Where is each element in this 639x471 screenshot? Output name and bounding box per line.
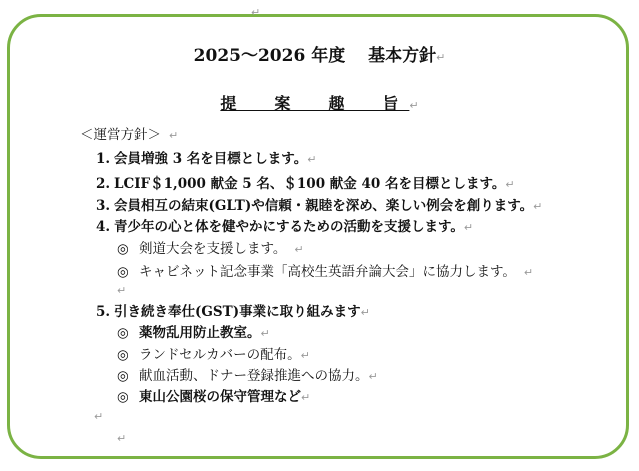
paragraph-mark: ↵ (360, 306, 370, 319)
policy-item-1 (96, 151, 316, 168)
paragraph-mark: ↵ (368, 370, 378, 383)
policy-item-3 (96, 198, 542, 215)
paragraph-mark: ↵ (463, 221, 474, 234)
item-text: LCIF＄1,000 献金 5 名、＄100 献金 40 名を目標とします。 (114, 176, 506, 192)
double-circle-bullet: ◎ (117, 347, 129, 363)
subitem-text: 剣道大会を支援します。 (139, 241, 287, 257)
subitem-text: 薬物乱用防止教室。 (139, 325, 261, 341)
paragraph-mark: ↵ (300, 349, 310, 362)
paragraph-mark: ↵ (301, 391, 311, 404)
paragraph-mark: ↵ (117, 432, 127, 445)
policy-item-2 (96, 176, 515, 193)
paragraph-mark: ↵ (307, 153, 317, 166)
item-text: 引き続き奉仕(GST)事業に取り組みます (114, 304, 361, 320)
document-title (0, 41, 639, 66)
item-5-subitem-3 (117, 368, 378, 385)
item-5-subitem-4 (117, 389, 310, 406)
subitem-text: キャビネット記念事業「高校生英語弁論大会」に協力します。 (139, 264, 516, 280)
paragraph-mark: ↵ (409, 99, 419, 112)
item-text: 会員相互の結束(GLT)や信頼・親睦を深め、楽しい例会を創ります。 (114, 198, 534, 214)
item-number: 1. (96, 151, 111, 167)
paragraph-mark: ↵ (117, 284, 127, 297)
paragraph-mark: ↵ (533, 200, 543, 213)
paragraph-mark: ↵ (436, 51, 446, 64)
paragraph-mark: ↵ (523, 266, 534, 279)
item-4-subitem-1 (117, 241, 304, 258)
subtitle-text: 提 案 趣 旨 (220, 94, 410, 113)
item-text: 青少年の心と体を健やかにするための活動を支援します。 (114, 219, 464, 235)
double-circle-bullet: ◎ (117, 241, 129, 257)
subitem-text: ランドセルカバーの配布。 (139, 347, 301, 363)
item-text: 会員増強 3 名を目標とします。 (114, 151, 308, 167)
item-number: 2. (96, 176, 111, 192)
subitem-text: 献血活動、ドナー登録推進への協力。 (139, 368, 369, 384)
section-heading (80, 127, 178, 144)
item-number: 4. (96, 219, 111, 235)
item-5-subitem-2 (117, 347, 310, 364)
policy-item-4 (96, 219, 473, 236)
paragraph-mark: ↵ (169, 129, 179, 142)
double-circle-bullet: ◎ (117, 389, 129, 405)
paragraph-mark: ↵ (251, 6, 261, 19)
section-heading-text: ＜運営方針＞ (80, 127, 161, 143)
item-4-subitem-2 (117, 264, 533, 281)
subitem-text: 東山公園桜の保守管理など (139, 389, 301, 405)
paragraph-mark: ↵ (505, 178, 515, 191)
double-circle-bullet: ◎ (117, 368, 129, 384)
proposal-heading (0, 91, 639, 114)
item-number: 3. (96, 198, 111, 214)
item-5-subitem-1 (117, 325, 270, 342)
title-text: 2025～2026 年度 基本方針 (193, 46, 437, 66)
paragraph-mark: ↵ (260, 327, 270, 340)
double-circle-bullet: ◎ (117, 264, 129, 280)
rounded-border-frame (7, 14, 629, 459)
item-number: 5. (96, 304, 111, 320)
policy-item-5 (96, 304, 370, 321)
paragraph-mark: ↵ (294, 243, 304, 256)
double-circle-bullet: ◎ (117, 325, 129, 341)
paragraph-mark: ↵ (94, 410, 104, 423)
